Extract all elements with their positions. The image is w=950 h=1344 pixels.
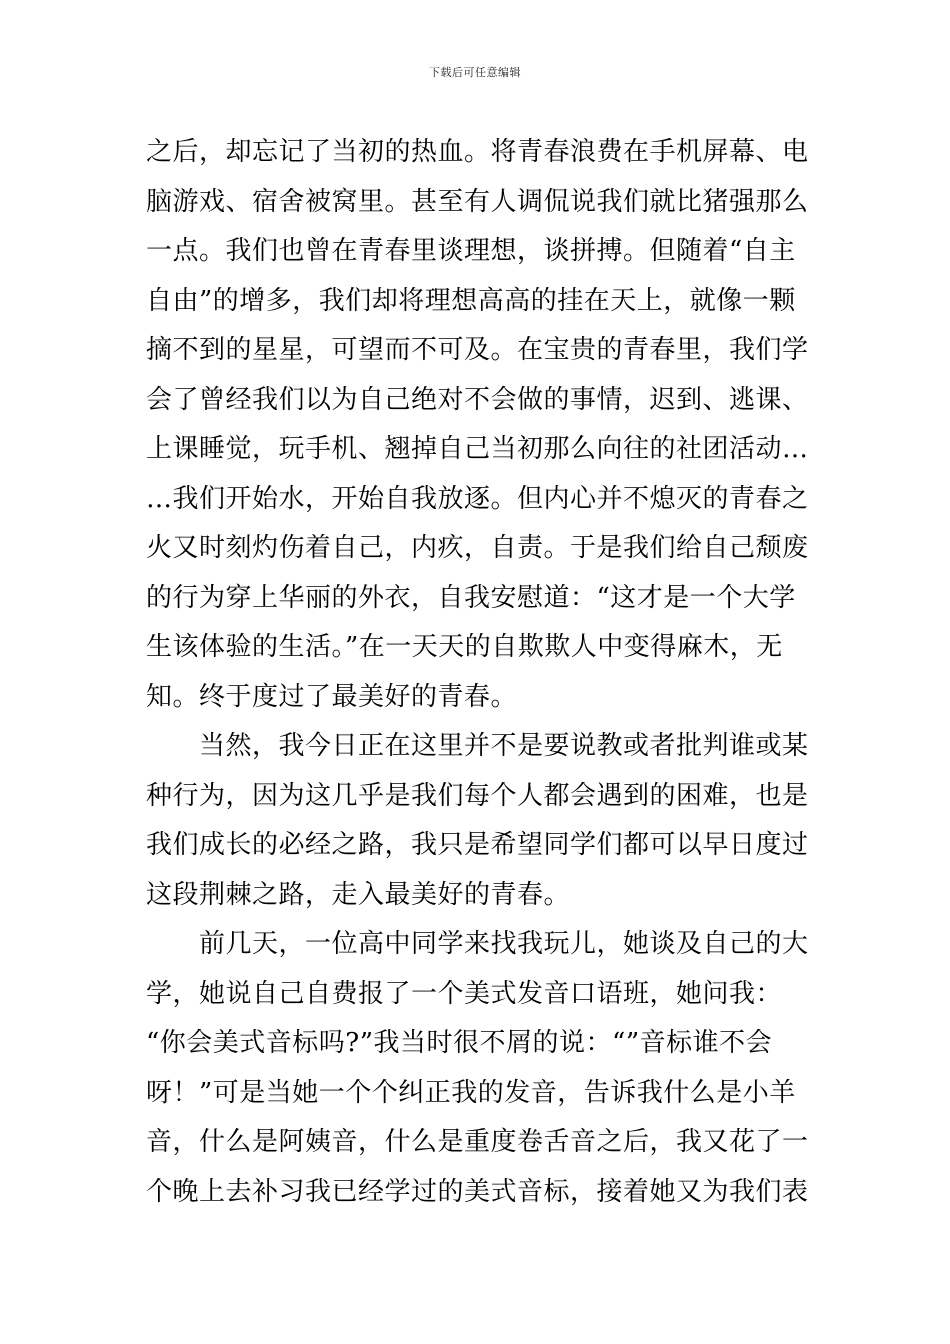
text-line: 音，什么是阿姨音，什么是重度卷舌音之后，我又花了一 <box>146 1127 809 1157</box>
text-line: 会了曾经我们以为自己绝对不会做的事情，迟到、逃课、 <box>146 384 809 415</box>
text-line: 脑游戏、宿舍被窝里。甚至有人调侃说我们就比猪强那么 <box>146 186 809 217</box>
text-line: 学，她说自己自费报了一个美式发音口语班，她问我： <box>146 978 783 1009</box>
text-line: 种行为，因为这几乎是我们每个人都会遇到的困难，也是 <box>146 780 809 811</box>
text-line: 摘不到的星星，可望而不可及。在宝贵的青春里，我们学 <box>146 335 809 365</box>
text-line: …我们开始水，开始自我放逐。但内心并不熄灭的青春之 <box>146 483 809 514</box>
text-line: 的行为穿上华丽的外衣，自我安慰道：“这才是一个大学 <box>146 582 796 613</box>
text-line: 我们成长的必经之路，我只是希望同学们都可以早日度过 <box>146 830 809 860</box>
text-line: 前几天，一位高中同学来找我玩儿，她谈及自己的大 <box>199 929 809 959</box>
text-line: 上课睡觉，玩手机、翘掉自己当初那么向往的社团活动… <box>146 434 809 464</box>
text-line: 生该体验的生活。”在一天天的自欺欺人中变得麻木，无 <box>146 632 783 662</box>
paragraph-3 <box>146 920 810 1217</box>
text-line: 个晚上去补习我已经学过的美式音标，接着她又为我们表 <box>146 1176 809 1207</box>
text-line: 呀！”可是当她一个个纠正我的发音，告诉我什么是小羊 <box>146 1077 796 1108</box>
text-line: 自由”的增多，我们却将理想高高的挂在天上，就像一颗 <box>146 285 796 316</box>
text-line: 知。终于度过了最美好的青春。 <box>146 681 518 712</box>
page-header: 下载后可任意编辑 <box>429 66 521 79</box>
paragraph-2 <box>146 722 810 920</box>
body-text <box>146 128 810 1217</box>
text-line: 当然，我今日正在这里并不是要说教或者批判谁或某 <box>199 731 809 761</box>
text-line: 之后，却忘记了当初的热血。将青春浪费在手机屏幕、电 <box>146 137 809 167</box>
text-line: 这段荆棘之路，走入最美好的青春。 <box>146 879 571 910</box>
text-line: 火又时刻灼伤着自己，内疚，自责。于是我们给自己颓废 <box>146 533 809 563</box>
text-line: 一点。我们也曾在青春里谈理想，谈拼搏。但随着“自主 <box>146 236 796 266</box>
text-line: “你会美式音标吗?”我当时很不屑的说：“”音标谁不会 <box>146 1028 773 1058</box>
paragraph-1 <box>146 128 810 722</box>
